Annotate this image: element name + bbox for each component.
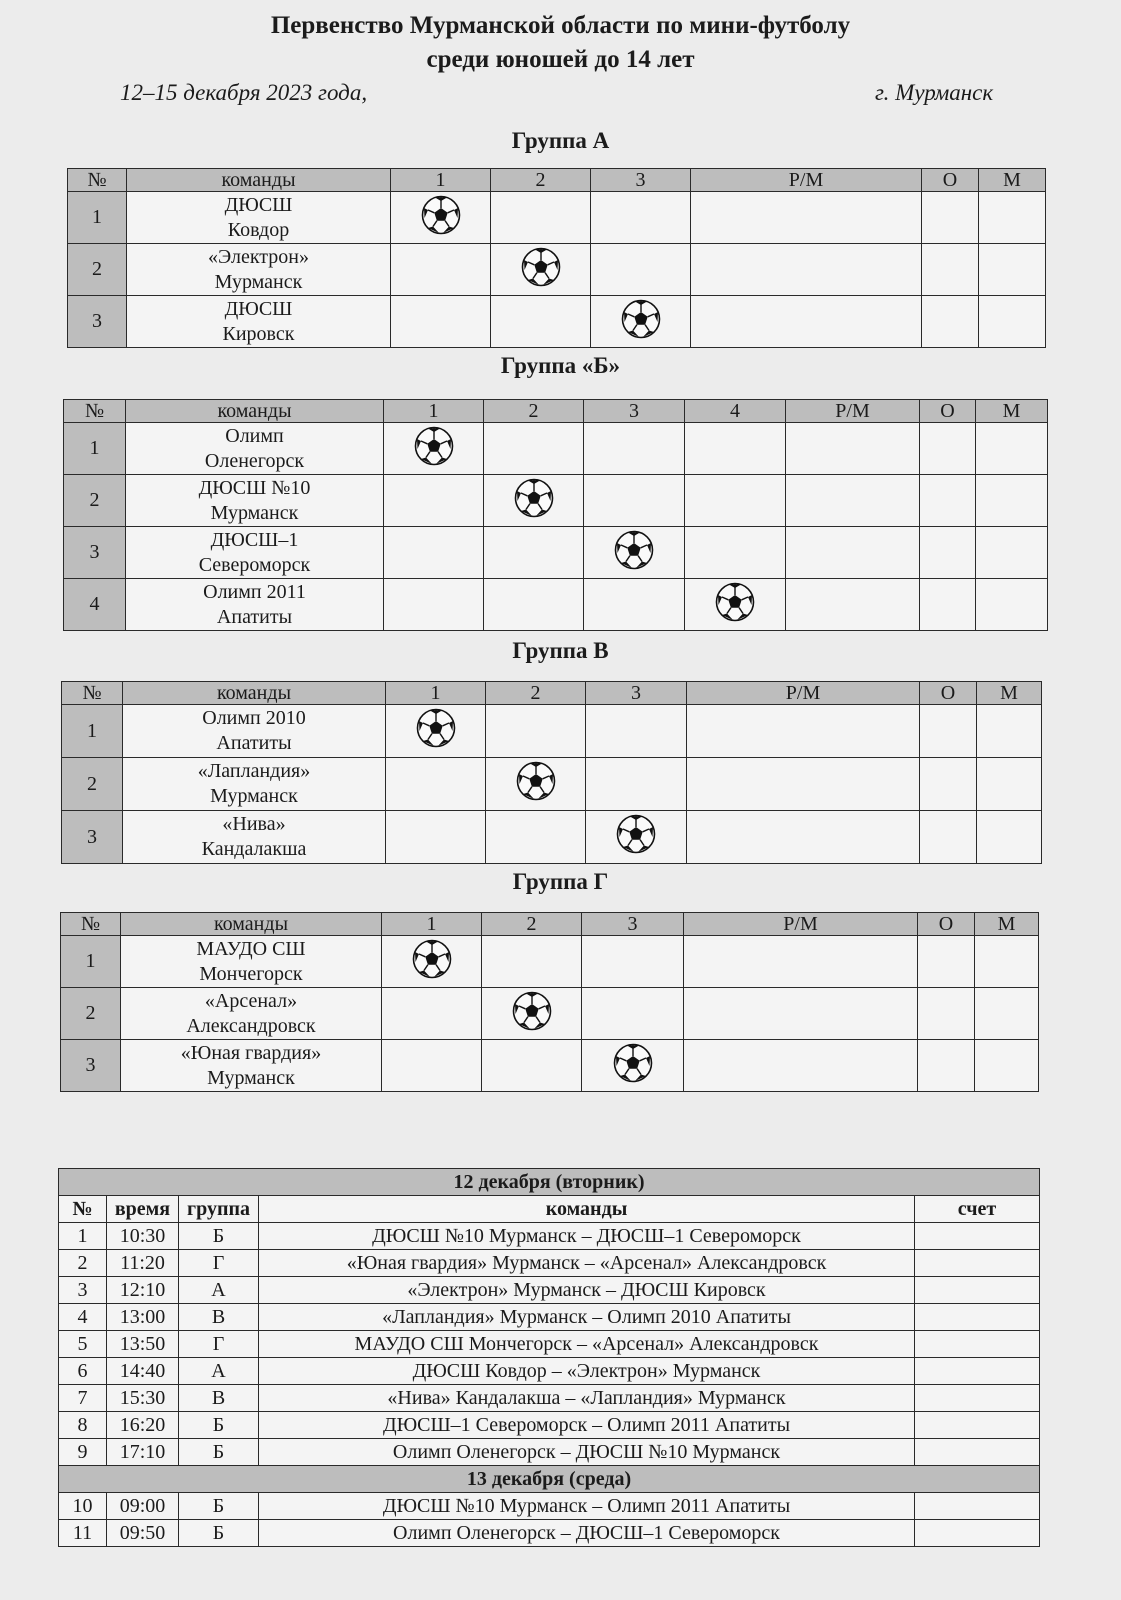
schedule-header-group: группа xyxy=(179,1196,259,1223)
points-cell xyxy=(920,475,976,527)
team-number: 3 xyxy=(64,527,126,579)
team-number: 1 xyxy=(64,423,126,475)
result-cell xyxy=(391,244,491,296)
soccer-ball-icon xyxy=(614,530,654,576)
team-city: Мончегорск xyxy=(199,962,303,985)
team-row xyxy=(61,1040,1039,1092)
team-number: 1 xyxy=(62,705,123,758)
column-header-place: М xyxy=(975,913,1039,936)
schedule-header-row xyxy=(59,1196,1040,1223)
column-header-opponent: 4 xyxy=(685,400,786,423)
column-header-place: М xyxy=(976,400,1048,423)
schedule-day-title: 12 декабря (вторник) xyxy=(59,1169,1040,1196)
group-title: Группа А xyxy=(511,128,610,153)
result-cell xyxy=(685,423,786,475)
schedule-day-row xyxy=(59,1169,1040,1196)
result-cell xyxy=(384,475,484,527)
team-city: Кировск xyxy=(222,322,295,345)
team-name: Олимп 2011 xyxy=(203,580,306,603)
team-city: Мурманск xyxy=(214,270,303,293)
match-num: 11 xyxy=(59,1520,107,1547)
column-header-num: № xyxy=(61,913,121,936)
points-cell xyxy=(918,936,975,988)
match-time: 09:50 xyxy=(107,1520,179,1547)
goals-cell xyxy=(786,423,920,475)
result-cell xyxy=(486,705,586,758)
team-cell xyxy=(123,811,386,864)
result-cell xyxy=(582,988,684,1040)
match-score xyxy=(915,1439,1040,1466)
result-cell xyxy=(484,579,584,631)
column-header-opponent: 1 xyxy=(382,913,482,936)
column-header-points: О xyxy=(920,400,976,423)
points-cell xyxy=(920,423,976,475)
schedule-match-row xyxy=(59,1520,1040,1547)
match-teams: МАУДО СШ Мончегорск – «Арсенал» Александровск xyxy=(259,1331,915,1358)
schedule-match-row xyxy=(59,1223,1040,1250)
result-cell xyxy=(386,758,486,811)
schedule-match-row xyxy=(59,1412,1040,1439)
team-cell xyxy=(126,527,384,579)
soccer-ball-icon xyxy=(616,814,656,860)
team-number: 3 xyxy=(68,296,127,348)
column-header-goals: Р/М xyxy=(786,400,920,423)
result-cell xyxy=(491,192,591,244)
team-row xyxy=(64,475,1048,527)
schedule-match-row xyxy=(59,1493,1040,1520)
points-cell xyxy=(922,192,979,244)
match-time: 11:20 xyxy=(107,1250,179,1277)
match-teams: «Лапландия» Мурманск – Олимп 2010 Апатиты xyxy=(259,1304,915,1331)
column-header-points: О xyxy=(922,169,979,192)
team-name: ДЮСШ–1 xyxy=(210,528,299,551)
result-cell xyxy=(685,527,786,579)
match-time: 16:20 xyxy=(107,1412,179,1439)
team-name: «Юная гвардия» xyxy=(180,1041,322,1064)
self-match-cell xyxy=(484,475,584,527)
column-header-num: № xyxy=(68,169,127,192)
column-header-teams: команды xyxy=(123,682,386,705)
team-number: 4 xyxy=(64,579,126,631)
place-cell xyxy=(979,192,1046,244)
column-header-opponent: 3 xyxy=(584,400,685,423)
group-title: Группа Г xyxy=(512,869,609,894)
match-teams: Олимп Оленегорск – ДЮСШ №10 Мурманск xyxy=(259,1439,915,1466)
group-table xyxy=(60,912,1039,1092)
points-cell xyxy=(920,579,976,631)
match-teams: ДЮСШ–1 Североморск – Олимп 2011 Апатиты xyxy=(259,1412,915,1439)
match-group: В xyxy=(179,1304,259,1331)
result-cell xyxy=(382,988,482,1040)
result-cell xyxy=(386,811,486,864)
match-teams: ДЮСШ №10 Мурманск – Олимп 2011 Апатиты xyxy=(259,1493,915,1520)
column-header-teams: команды xyxy=(126,400,384,423)
team-row xyxy=(61,988,1039,1040)
points-cell xyxy=(920,758,977,811)
team-name: «Нива» xyxy=(222,813,286,835)
goals-cell xyxy=(687,758,920,811)
match-group: Б xyxy=(179,1223,259,1250)
column-header-opponent: 1 xyxy=(384,400,484,423)
place-cell xyxy=(976,475,1048,527)
match-time: 13:00 xyxy=(107,1304,179,1331)
team-number: 1 xyxy=(68,192,127,244)
place-cell xyxy=(976,527,1048,579)
match-score xyxy=(915,1331,1040,1358)
column-header-points: О xyxy=(920,682,977,705)
result-cell xyxy=(384,527,484,579)
title-line-2: среди юношей до 14 лет xyxy=(426,46,695,73)
soccer-ball-icon xyxy=(414,426,454,472)
result-cell xyxy=(584,475,685,527)
event-city: г. Мурманск xyxy=(875,80,994,105)
team-cell xyxy=(123,705,386,758)
points-cell xyxy=(920,705,977,758)
team-city: Североморск xyxy=(198,553,311,576)
goals-cell xyxy=(684,988,918,1040)
match-num: 8 xyxy=(59,1412,107,1439)
column-header-num: № xyxy=(64,400,126,423)
column-header-opponent: 2 xyxy=(482,913,582,936)
team-number: 2 xyxy=(62,758,123,811)
match-num: 7 xyxy=(59,1385,107,1412)
match-teams: «Электрон» Мурманск – ДЮСШ Кировск xyxy=(259,1277,915,1304)
match-teams: «Юная гвардия» Мурманск – «Арсенал» Александровск xyxy=(259,1250,915,1277)
match-score xyxy=(915,1385,1040,1412)
team-city: Александровск xyxy=(186,1014,316,1037)
team-city: Мурманск xyxy=(210,785,298,807)
points-cell xyxy=(922,244,979,296)
goals-cell xyxy=(687,705,920,758)
self-match-cell xyxy=(382,936,482,988)
place-cell xyxy=(976,423,1048,475)
soccer-ball-icon xyxy=(613,1043,653,1089)
soccer-ball-icon xyxy=(621,299,661,345)
match-num: 9 xyxy=(59,1439,107,1466)
group-title: Группа «Б» xyxy=(500,353,621,378)
match-time: 09:00 xyxy=(107,1493,179,1520)
goals-cell xyxy=(691,192,922,244)
team-name: ДЮСШ xyxy=(224,297,293,320)
self-match-cell xyxy=(391,192,491,244)
column-header-points: О xyxy=(918,913,975,936)
match-num: 4 xyxy=(59,1304,107,1331)
team-name: МАУДО СШ xyxy=(196,937,306,960)
team-cell xyxy=(126,475,384,527)
result-cell xyxy=(484,527,584,579)
column-header-teams: команды xyxy=(127,169,391,192)
match-num: 10 xyxy=(59,1493,107,1520)
schedule-day-row xyxy=(59,1466,1040,1493)
column-header-opponent: 3 xyxy=(591,169,691,192)
schedule-match-row xyxy=(59,1304,1040,1331)
team-name: Олимп 2010 xyxy=(202,707,306,729)
column-header-num: № xyxy=(62,682,123,705)
result-cell xyxy=(382,1040,482,1092)
soccer-ball-icon xyxy=(421,195,461,241)
team-number: 3 xyxy=(61,1040,121,1092)
self-match-cell xyxy=(486,758,586,811)
self-match-cell xyxy=(685,579,786,631)
place-cell xyxy=(979,244,1046,296)
match-time: 15:30 xyxy=(107,1385,179,1412)
points-cell xyxy=(918,1040,975,1092)
team-city: Кандалакша xyxy=(201,838,307,860)
group-table xyxy=(63,399,1048,631)
team-cell xyxy=(127,244,391,296)
schedule-match-row xyxy=(59,1250,1040,1277)
column-header-goals: Р/М xyxy=(684,913,918,936)
goals-cell xyxy=(691,244,922,296)
match-group: Г xyxy=(179,1250,259,1277)
column-header-goals: Р/М xyxy=(687,682,920,705)
place-cell xyxy=(979,296,1046,348)
self-match-cell xyxy=(386,705,486,758)
result-cell xyxy=(591,244,691,296)
match-score xyxy=(915,1358,1040,1385)
place-cell xyxy=(976,579,1048,631)
soccer-ball-icon xyxy=(715,582,755,628)
soccer-ball-icon xyxy=(521,247,561,293)
team-cell xyxy=(121,1040,382,1092)
soccer-ball-icon xyxy=(412,939,452,985)
match-score xyxy=(915,1223,1040,1250)
team-name: «Лапландия» xyxy=(197,760,311,782)
self-match-cell xyxy=(586,811,687,864)
match-teams: ДЮСШ №10 Мурманск – ДЮСШ–1 Североморск xyxy=(259,1223,915,1250)
team-row xyxy=(68,192,1046,244)
match-score xyxy=(915,1304,1040,1331)
match-group: А xyxy=(179,1277,259,1304)
match-score xyxy=(915,1493,1040,1520)
team-row xyxy=(64,527,1048,579)
result-cell xyxy=(482,936,582,988)
team-name: Олимп xyxy=(225,424,284,447)
column-header-opponent: 3 xyxy=(586,682,687,705)
match-time: 17:10 xyxy=(107,1439,179,1466)
team-row xyxy=(62,705,1042,758)
column-header-teams: команды xyxy=(121,913,382,936)
result-cell xyxy=(582,936,684,988)
goals-cell xyxy=(691,296,922,348)
column-header-place: М xyxy=(977,682,1042,705)
schedule-match-row xyxy=(59,1385,1040,1412)
result-cell xyxy=(591,192,691,244)
result-cell xyxy=(484,423,584,475)
match-score xyxy=(915,1277,1040,1304)
column-header-opponent: 2 xyxy=(484,400,584,423)
match-teams: «Нива» Кандалакша – «Лапландия» Мурманск xyxy=(259,1385,915,1412)
team-name: ДЮСШ xyxy=(224,193,293,216)
group-header-row xyxy=(61,913,1039,936)
match-score xyxy=(915,1412,1040,1439)
self-match-cell xyxy=(384,423,484,475)
schedule-header-time: время xyxy=(107,1196,179,1223)
match-teams: ДЮСШ Ковдор – «Электрон» Мурманск xyxy=(259,1358,915,1385)
points-cell xyxy=(920,811,977,864)
team-cell xyxy=(126,423,384,475)
team-city: Апатиты xyxy=(216,605,293,628)
schedule-day-title: 13 декабря (среда) xyxy=(59,1466,1040,1493)
column-header-opponent: 3 xyxy=(582,913,684,936)
team-row xyxy=(62,811,1042,864)
schedule-table xyxy=(58,1168,1040,1547)
team-cell xyxy=(123,758,386,811)
group-title: Группа В xyxy=(512,638,609,663)
team-city: Оленегорск xyxy=(204,449,305,472)
points-cell xyxy=(922,296,979,348)
place-cell xyxy=(975,1040,1039,1092)
self-match-cell xyxy=(482,988,582,1040)
result-cell xyxy=(391,296,491,348)
team-number: 3 xyxy=(62,811,123,864)
self-match-cell xyxy=(591,296,691,348)
match-time: 13:50 xyxy=(107,1331,179,1358)
team-cell xyxy=(127,192,391,244)
team-number: 2 xyxy=(68,244,127,296)
schedule-header-teams: команды xyxy=(259,1196,915,1223)
soccer-ball-icon xyxy=(514,478,554,524)
match-group: Г xyxy=(179,1331,259,1358)
group-header-row xyxy=(64,400,1048,423)
match-teams: Олимп Оленегорск – ДЮСШ–1 Североморск xyxy=(259,1520,915,1547)
group-header-row xyxy=(62,682,1042,705)
soccer-ball-icon xyxy=(516,761,556,807)
match-num: 3 xyxy=(59,1277,107,1304)
match-group: Б xyxy=(179,1493,259,1520)
goals-cell xyxy=(786,527,920,579)
team-name: «Арсенал» xyxy=(204,989,298,1012)
column-header-opponent: 1 xyxy=(386,682,486,705)
match-num: 2 xyxy=(59,1250,107,1277)
title-line-1: Первенство Мурманской области по мини-футболу xyxy=(270,12,851,39)
soccer-ball-icon xyxy=(512,991,552,1037)
event-dates: 12–15 декабря 2023 года, xyxy=(120,80,368,105)
match-time: 14:40 xyxy=(107,1358,179,1385)
team-cell xyxy=(121,936,382,988)
team-number: 1 xyxy=(61,936,121,988)
match-group: Б xyxy=(179,1520,259,1547)
team-row xyxy=(68,296,1046,348)
result-cell xyxy=(586,758,687,811)
column-header-opponent: 2 xyxy=(486,682,586,705)
goals-cell xyxy=(684,936,918,988)
schedule-header-score: счет xyxy=(915,1196,1040,1223)
team-name: «Электрон» xyxy=(208,245,309,268)
result-cell xyxy=(482,1040,582,1092)
column-header-opponent: 1 xyxy=(391,169,491,192)
column-header-place: М xyxy=(979,169,1046,192)
result-cell xyxy=(685,475,786,527)
team-row xyxy=(64,579,1048,631)
team-number: 2 xyxy=(61,988,121,1040)
place-cell xyxy=(975,988,1039,1040)
match-num: 1 xyxy=(59,1223,107,1250)
team-city: Ковдор xyxy=(227,218,290,241)
group-header-row xyxy=(68,169,1046,192)
group-table xyxy=(67,168,1046,348)
place-cell xyxy=(975,936,1039,988)
team-name: ДЮСШ №10 xyxy=(198,476,311,499)
goals-cell xyxy=(684,1040,918,1092)
team-cell xyxy=(121,988,382,1040)
self-match-cell xyxy=(584,527,685,579)
team-cell xyxy=(126,579,384,631)
match-group: Б xyxy=(179,1412,259,1439)
self-match-cell xyxy=(491,244,591,296)
schedule-match-row xyxy=(59,1358,1040,1385)
schedule-match-row xyxy=(59,1277,1040,1304)
points-cell xyxy=(918,988,975,1040)
match-group: Б xyxy=(179,1439,259,1466)
match-score xyxy=(915,1520,1040,1547)
column-header-goals: Р/М xyxy=(691,169,922,192)
match-group: А xyxy=(179,1358,259,1385)
team-city: Мурманск xyxy=(207,1066,295,1089)
match-num: 5 xyxy=(59,1331,107,1358)
group-table xyxy=(61,681,1042,864)
points-cell xyxy=(920,527,976,579)
schedule-header-num: № xyxy=(59,1196,107,1223)
soccer-ball-icon xyxy=(416,708,456,754)
match-score xyxy=(915,1250,1040,1277)
result-cell xyxy=(384,579,484,631)
place-cell xyxy=(977,705,1042,758)
goals-cell xyxy=(786,579,920,631)
goals-cell xyxy=(786,475,920,527)
result-cell xyxy=(586,705,687,758)
team-cell xyxy=(127,296,391,348)
place-cell xyxy=(977,811,1042,864)
team-city: Мурманск xyxy=(210,501,299,524)
team-number: 2 xyxy=(64,475,126,527)
schedule-match-row xyxy=(59,1331,1040,1358)
team-row xyxy=(62,758,1042,811)
match-time: 12:10 xyxy=(107,1277,179,1304)
result-cell xyxy=(584,423,685,475)
team-row xyxy=(68,244,1046,296)
match-time: 10:30 xyxy=(107,1223,179,1250)
team-row xyxy=(64,423,1048,475)
team-city: Апатиты xyxy=(216,732,292,754)
goals-cell xyxy=(687,811,920,864)
team-row xyxy=(61,936,1039,988)
column-header-opponent: 2 xyxy=(491,169,591,192)
schedule-match-row xyxy=(59,1439,1040,1466)
result-cell xyxy=(486,811,586,864)
match-group: В xyxy=(179,1385,259,1412)
match-num: 6 xyxy=(59,1358,107,1385)
place-cell xyxy=(977,758,1042,811)
result-cell xyxy=(491,296,591,348)
result-cell xyxy=(584,579,685,631)
self-match-cell xyxy=(582,1040,684,1092)
